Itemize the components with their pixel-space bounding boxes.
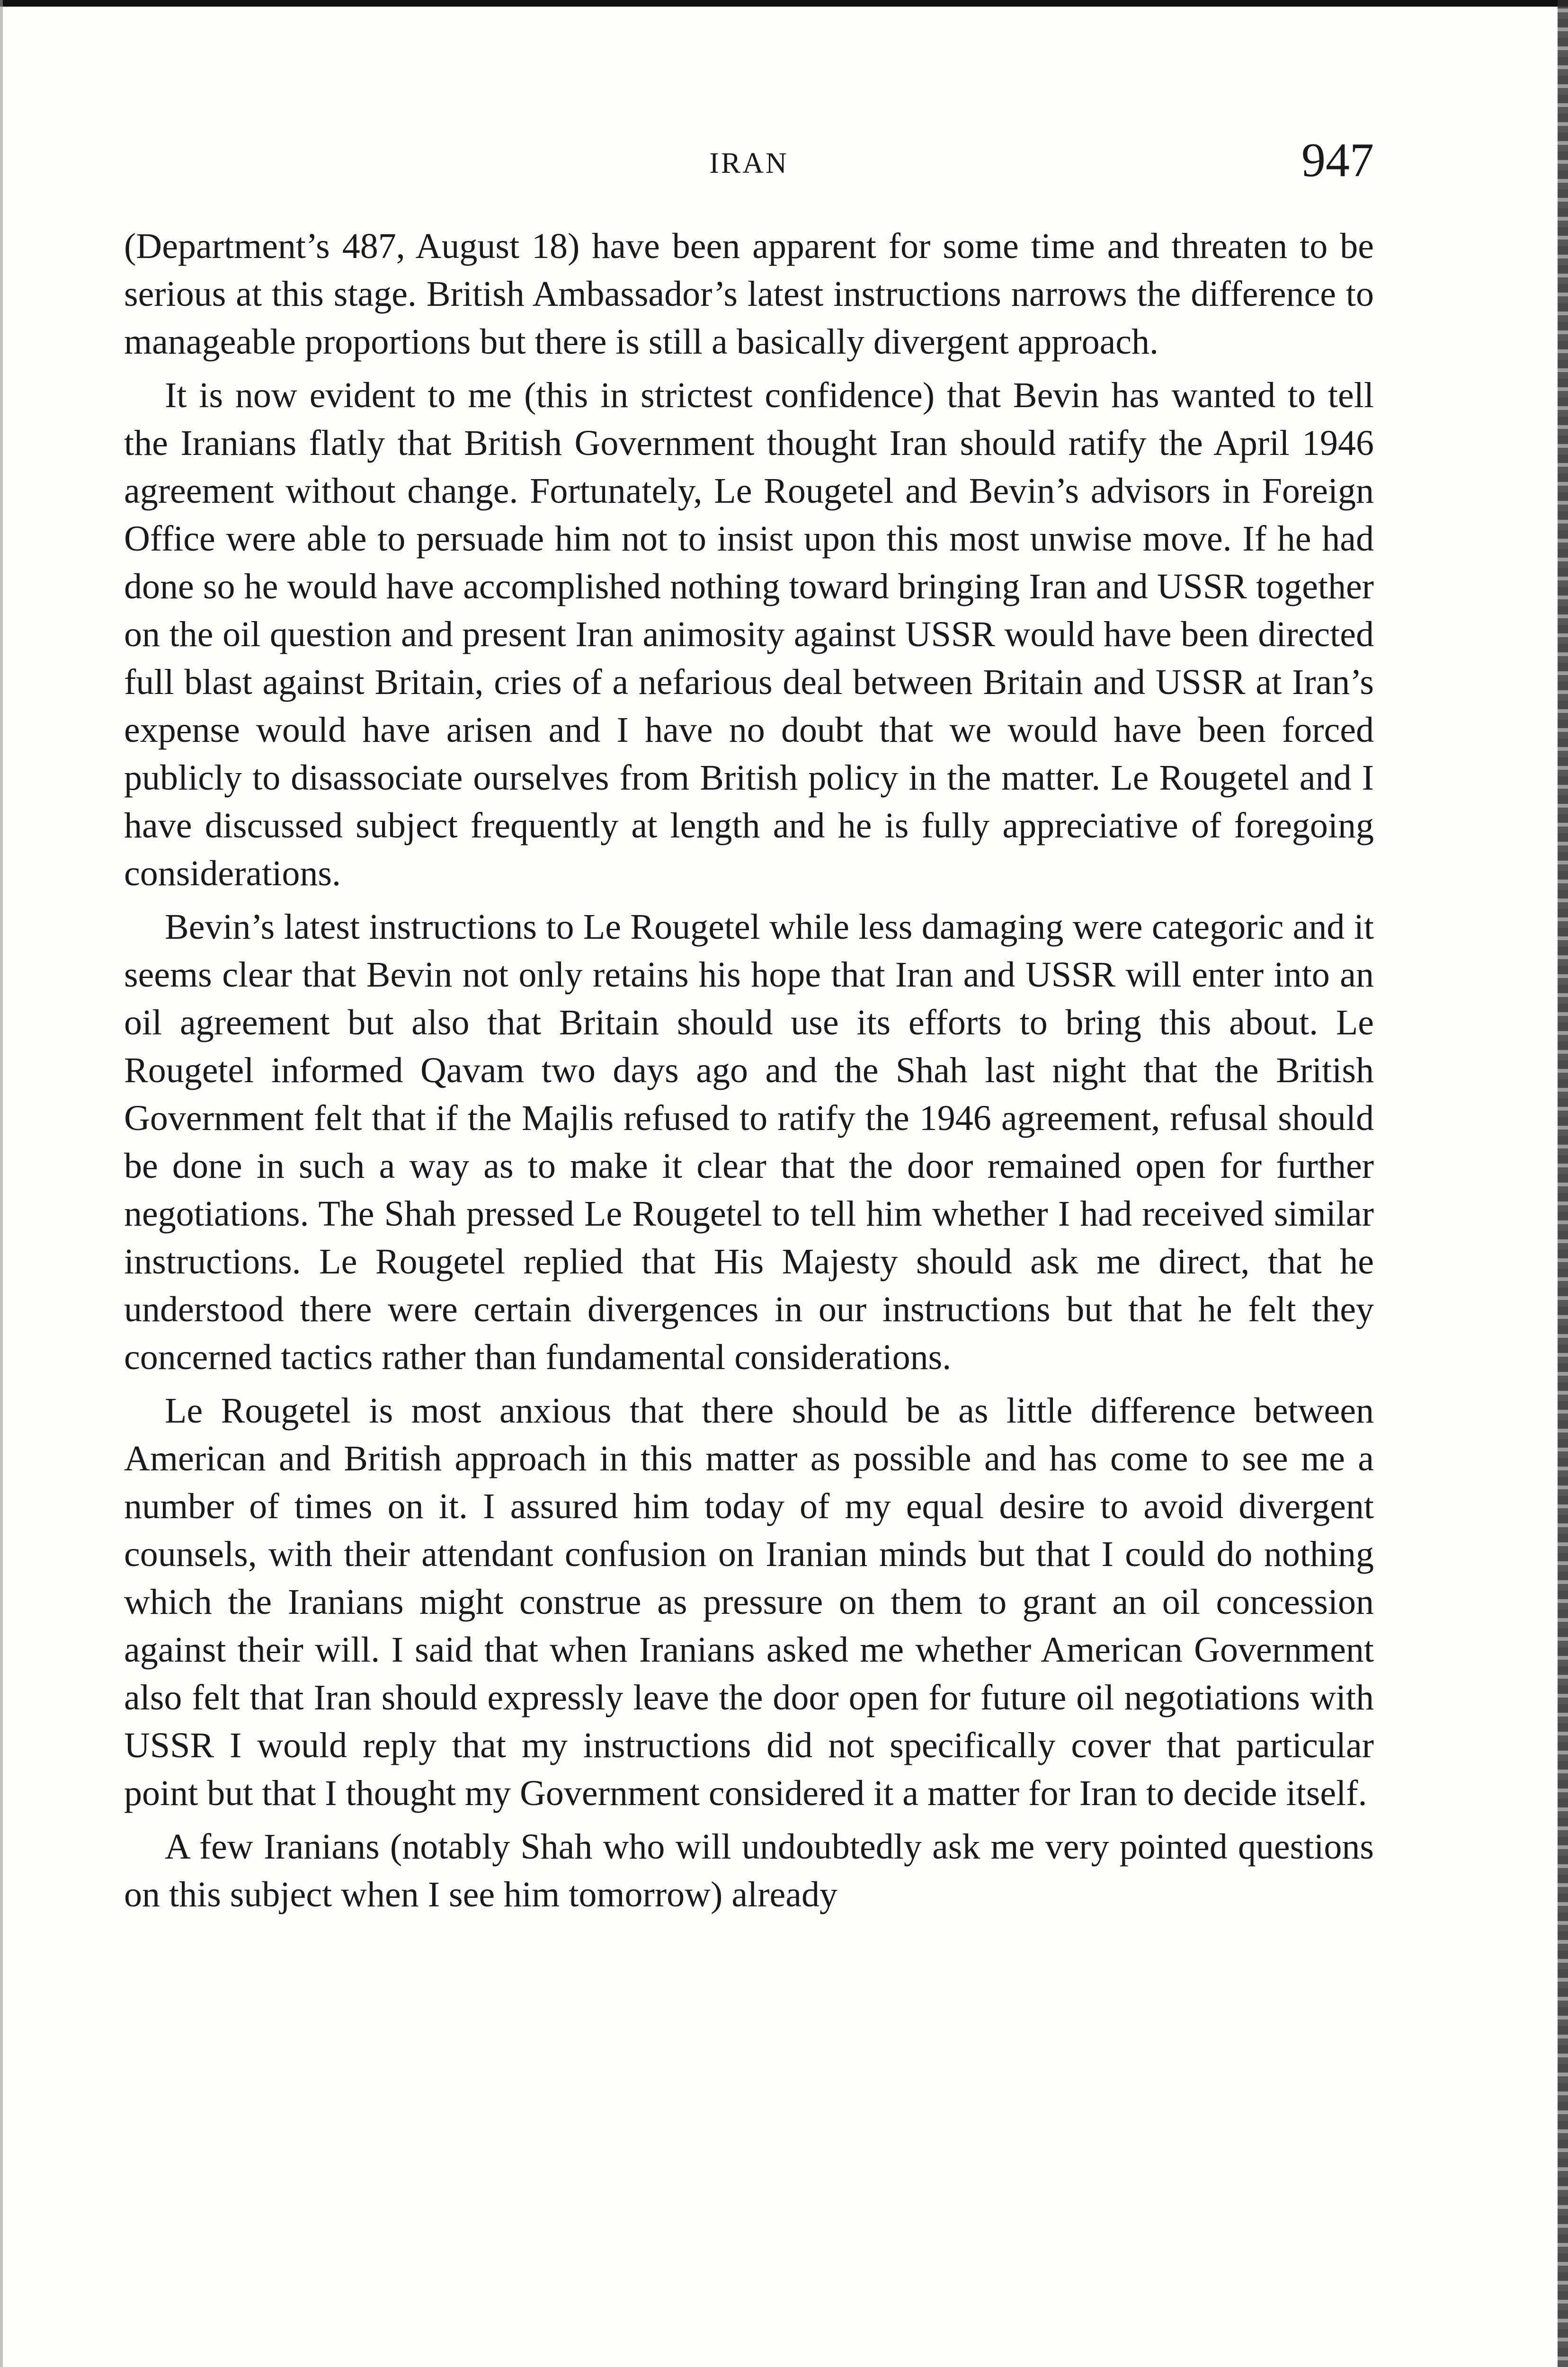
right-page-edge — [1558, 0, 1568, 2367]
paragraph: It is now evident to me (this in strictest confidence) that Bevin has wanted to tell the Iranians flatly that British Government thought Iran should ratify the April 1946 agreement without change. Fortunately, Le Rougetel and Bevin’s advisors in Foreign Office were able to persuade him not to insist upon this most unwise move. If he had done so he would have accomplished nothing toward bringing Iran and USSR together on the oil question and present Iran animosity against USSR would have been directed full blast against Britain, cries of a nefarious deal between Britain and USSR at Iran’s expense would have arisen and I have no doubt that we would have been forced publicly to disassociate ourselves from British policy in the matter. Le Rougetel and I have discussed subject frequently at length and he is fully appreciative of foregoing considerations. — [124, 375, 1374, 893]
paragraph-continued: (Department’s 487, August 18) have been apparent for some time and threaten to be serious at this stage. British Ambassador’s latest instructions narrows the difference to manageable proportions but there is still a basically divergent approach. — [124, 226, 1374, 362]
page-number: 947 — [1301, 133, 1374, 187]
running-head: IRAN — [709, 147, 789, 179]
paragraph: A few Iranians (notably Shah who will undoubtedly ask me very pointed questions on this subject when I see him tomorrow) already — [124, 1827, 1374, 1914]
page-header — [124, 133, 1374, 194]
top-border-rule — [0, 0, 1568, 7]
left-page-edge — [0, 0, 3, 2367]
paragraph: Le Rougetel is most anxious that there should be as little difference between American and British approach in this matter as possible and has come to see me a number of times on it. I assured him today of my equal desire to avoid divergent counsels, with their attendant confusion on Iranian minds but that I could do nothing which the Iranians might construe as pressure on them to grant an oil concession against their will. I said that when Iranians asked me whether American Government also felt that Iran should expressly leave the door open for future oil negotiations with USSR I would reply that my instructions did not specifically cover that particular point but that I thought my Government considered it a matter for Iran to decide itself. — [124, 1391, 1374, 1813]
paragraph: Bevin’s latest instructions to Le Rougetel while less damaging were categoric and it seems clear that Bevin not only retains his hope that Iran and USSR will enter into an oil agreement but also that Britain should use its efforts to bring this about. Le Rougetel informed Qavam two days ago and the Shah last night that the British Government felt that if the Majlis refused to ratify the 1946 agreement, refusal should be done in such a way as to make it clear that the door remained open for further negotiations. The Shah pressed Le Rougetel to tell him whether I had received similar instructions. Le Rougetel replied that His Majesty should ask me direct, that he understood there were certain divergences in our instructions but that he felt they concerned tactics rather than fundamental considerations. — [124, 907, 1374, 1377]
body-text — [124, 222, 1374, 1924]
